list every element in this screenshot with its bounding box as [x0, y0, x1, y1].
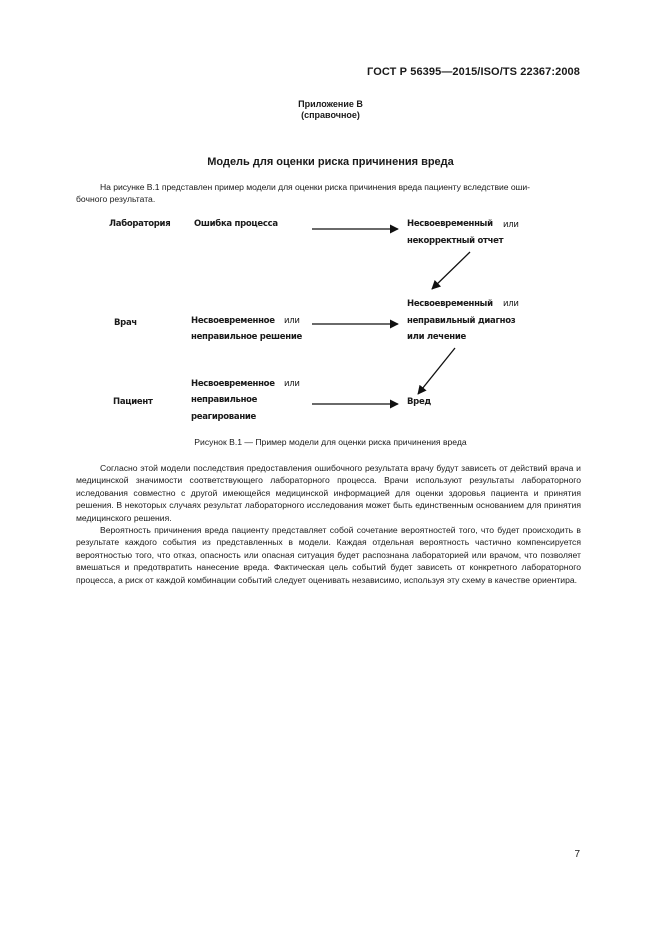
- effect-report-line-2: некорректный отчет: [407, 236, 504, 246]
- cause-response-line-1a: Несвоевременное: [191, 379, 275, 389]
- intro-line-1: На рисунке В.1 представлен пример модели для оценки риска причинения вреда пациенту вследствие оши-: [100, 182, 530, 192]
- effect-harm: Вред: [407, 397, 431, 407]
- intro-line-2: бочного результата.: [76, 194, 156, 204]
- cause-response-line-3: реагирование: [191, 412, 257, 422]
- cause-response-line-2: неправильное: [191, 395, 258, 405]
- effect-diagnosis-line-1a: Несвоевременный: [407, 299, 493, 309]
- effect-report-line-1a: Несвоевременный: [407, 219, 493, 229]
- figure-caption: Рисунок В.1 — Пример модели для оценки риска причинения вреда: [194, 437, 467, 447]
- effect-diagnosis-line-1b: или: [503, 299, 519, 309]
- paragraph-probability: Вероятность причинения вреда пациенту представляет собой сочетание вероятностей того, что будет происходить в результате каждого события из представленных в модели. Каждая отдельная вероятность частично компенсируется вероятностью того, что отказ, опасность или опасная ситуация будет распознана лабораторией или врачом, что позволяет вмешаться и предотвратить нанесение вреда. Фактическая цель событий будет зависеть от конкретного лабораторного процесса, а риск от каждой комбинации событий следует оценивать независимо, используя эту схему в качестве ориентира.: [76, 525, 581, 585]
- document-header: ГОСТ Р 56395—2015/ISO/TS 22367:2008: [367, 66, 580, 78]
- section-title: Модель для оценки риска причинения вреда: [207, 156, 454, 168]
- actor-doctor: Врач: [114, 318, 137, 328]
- effect-diagnosis-line-2: неправильный диагноз: [407, 316, 516, 326]
- cause-decision-line-1a: Несвоевременное: [191, 316, 275, 326]
- effect-diagnosis-line-3: или лечение: [407, 332, 466, 342]
- effect-report-line-1b: или: [503, 220, 519, 230]
- annex-title: Приложение В: [298, 99, 363, 109]
- cause-decision-line-1b: или: [284, 316, 300, 326]
- arrow-diagnosis-to-harm: [418, 348, 455, 394]
- annex-subtitle: (справочное): [301, 110, 360, 120]
- actor-laboratory: Лаборатория: [109, 219, 171, 229]
- page-number: 7: [574, 849, 580, 860]
- cause-process-error: Ошибка процесса: [194, 219, 278, 229]
- cause-decision-line-2: неправильное решение: [191, 332, 302, 342]
- body-text: [76, 462, 581, 586]
- arrow-report-to-diagnosis: [432, 252, 470, 289]
- actor-patient: Пациент: [113, 397, 153, 407]
- cause-response-line-1b: или: [284, 379, 300, 389]
- paragraph-consequences: Согласно этой модели последствия предоставления ошибочного результата врачу будут зависеть от действий врача и медицинской значимости соответствующего лабораторного процесса. Врачи используют результаты лабораторного иследования совместно с другой имеющейся медицинской информацией для оценки здоровья пациента и принятия решения. В некоторых случаях результат лабораторного исследования может быть единственным основанием для принятия медицинского решения.: [76, 463, 581, 523]
